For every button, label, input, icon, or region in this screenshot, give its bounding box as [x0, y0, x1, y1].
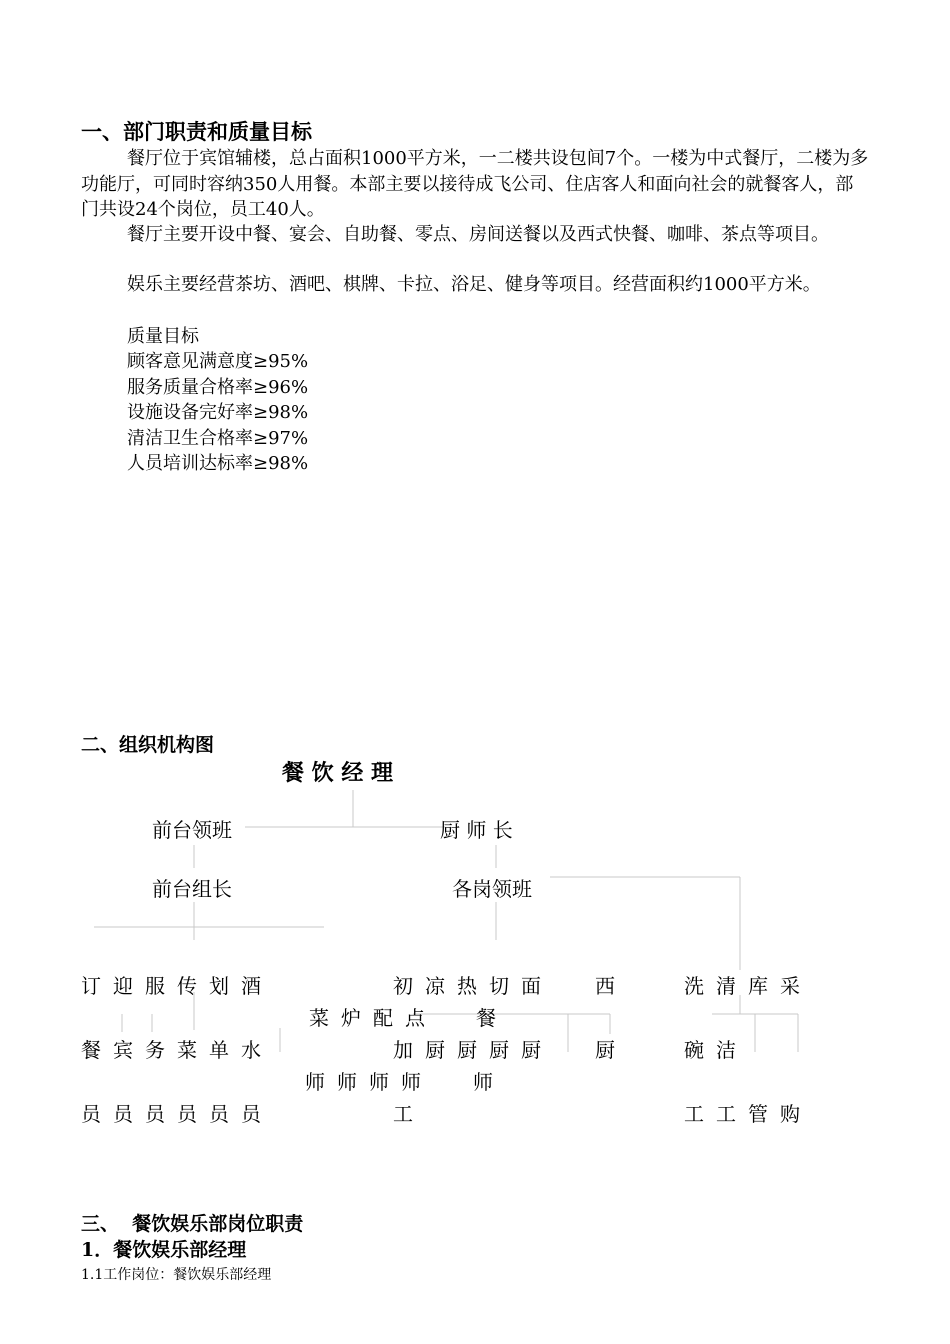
- section3-heading: 三、 餐饮娱乐部岗位职责: [81, 1213, 304, 1235]
- org-kitchen-west-1: 西: [595, 974, 615, 998]
- org-kitchen-row-3: 工: [393, 1102, 413, 1126]
- paragraph-restaurant-services: 餐厅主要开设中餐、宴会、自助餐、零点、房间送餐以及西式快餐、咖啡、茶点等项目。: [127, 224, 829, 245]
- quality-target-title: 质量目标: [127, 326, 199, 347]
- section2-heading: 二、组织机构图: [81, 734, 215, 756]
- org-back-row-2: 碗洁: [684, 1038, 748, 1062]
- section3-job-title-line: 1.1工作岗位：餐饮娱乐部经理: [81, 1267, 272, 1283]
- org-kitchen-row-1: 初凉热切面: [393, 974, 553, 998]
- org-kitchen-sub-row-1: 菜炉配点: [309, 1006, 437, 1030]
- org-kitchen-west-2: 厨: [595, 1038, 615, 1062]
- quality-item: 顾客意见满意度≥95%: [127, 351, 309, 372]
- org-node-front-group: 前台组长: [152, 877, 232, 901]
- org-kitchen-row-2: 加厨厨厨厨: [393, 1038, 553, 1062]
- org-node-front-lead: 前台领班: [152, 818, 232, 842]
- section1-heading: 一、部门职责和质量目标: [81, 119, 312, 144]
- org-node-manager: 餐 饮 经 理: [282, 760, 393, 786]
- org-back-row-1: 洗清库采: [684, 974, 812, 998]
- org-front-row-3: 员员员员员员: [81, 1102, 273, 1126]
- org-node-chef: 厨 师 长: [440, 818, 513, 842]
- org-kitchen-sub-row-2: 师师师师: [305, 1070, 433, 1094]
- org-kitchen-sub-row-2b: 师: [473, 1070, 493, 1094]
- org-node-post-lead: 各岗领班: [452, 877, 532, 901]
- org-back-row-3: 工工管购: [684, 1102, 812, 1126]
- org-kitchen-sub-row-1b: 餐: [476, 1006, 496, 1030]
- quality-item: 服务质量合格率≥96%: [127, 377, 309, 398]
- quality-item: 设施设备完好率≥98%: [127, 402, 309, 423]
- org-front-row-2: 餐宾务菜单水: [81, 1038, 273, 1062]
- paragraph-restaurant-intro: 餐厅位于宾馆辅楼，总占面积1000平方米，一二楼共设包间7个。一楼为中式餐厅，二楼为多功能厅，可同时容纳350人用餐。本部主要以接待成飞公司、住店客人和面向社会的就餐客人，部门共设24个岗位，员工40人。: [81, 148, 869, 220]
- quality-item: 人员培训达标率≥98%: [127, 453, 309, 474]
- section3-subheading: 1．餐饮娱乐部经理: [81, 1239, 247, 1261]
- quality-item: 清洁卫生合格率≥97%: [127, 428, 309, 449]
- paragraph-entertainment: 娱乐主要经营茶坊、酒吧、棋牌、卡拉、浴足、健身等项目。经营面积约1000平方米。: [127, 274, 821, 295]
- org-front-row-1: 订迎服传划酒: [81, 974, 273, 998]
